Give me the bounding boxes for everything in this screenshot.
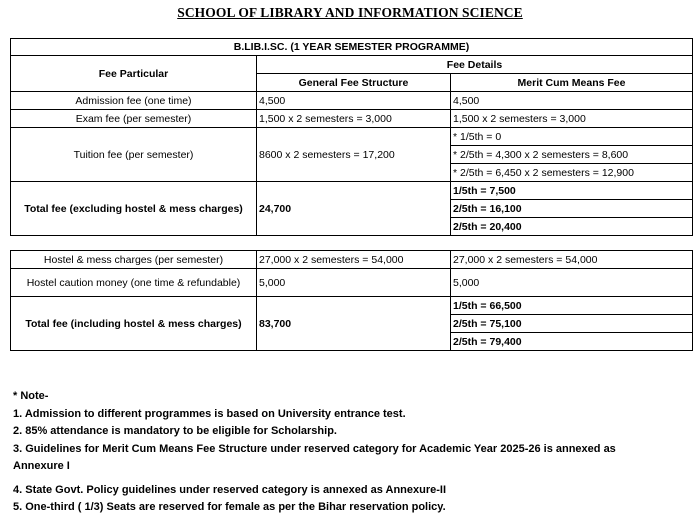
row-merit-line: * 1/5th = 0 <box>451 128 693 146</box>
row-general: 1,500 x 2 semesters = 3,000 <box>257 110 451 128</box>
row-general: 4,500 <box>257 92 451 110</box>
row-particular: Total fee (excluding hostel & mess charges) <box>11 182 257 236</box>
table-row <box>11 182 693 200</box>
row-merit-line: * 2/5th = 4,300 x 2 semesters = 8,600 <box>451 146 693 164</box>
table-row <box>11 110 693 128</box>
notes-section <box>13 388 616 517</box>
row-general: 83,700 <box>257 297 451 351</box>
notes-heading: * Note- <box>13 390 49 402</box>
fee-table-hostel <box>10 250 693 351</box>
row-particular: Admission fee (one time) <box>11 92 257 110</box>
row-merit-line: 2/5th = 16,100 <box>451 200 693 218</box>
page-title: SCHOOL OF LIBRARY AND INFORMATION SCIENCE <box>177 5 523 20</box>
row-general: 24,700 <box>257 182 451 236</box>
table-row <box>11 269 693 297</box>
note-item: 2. 85% attendance is mandatory to be eligible for Scholarship. <box>13 425 337 437</box>
row-merit-line: 2/5th = 20,400 <box>451 218 693 236</box>
table-row <box>11 128 693 146</box>
row-merit: 27,000 x 2 semesters = 54,000 <box>451 251 693 269</box>
row-merit: 4,500 <box>451 92 693 110</box>
row-general: 27,000 x 2 semesters = 54,000 <box>257 251 451 269</box>
col-general-fee: General Fee Structure <box>257 74 451 92</box>
note-item: 5. One-third ( 1/3) Seats are reserved for female as per the Bihar reservation policy. <box>13 501 446 513</box>
row-merit: 5,000 <box>451 269 693 297</box>
table-row <box>11 251 693 269</box>
note-item: Annexure I <box>13 460 70 472</box>
col-fee-details: Fee Details <box>257 56 693 74</box>
programme-heading: B.LIB.I.SC. (1 YEAR SEMESTER PROGRAMME) <box>11 39 693 56</box>
table-row <box>11 92 693 110</box>
col-fee-particular: Fee Particular <box>11 56 257 92</box>
row-particular: Total fee (including hostel & mess charges) <box>11 297 257 351</box>
row-particular: Hostel & mess charges (per semester) <box>11 251 257 269</box>
note-item: 4. State Govt. Policy guidelines under reserved category is annexed as Annexure-II <box>13 483 447 496</box>
row-merit-line: 2/5th = 79,400 <box>451 333 693 351</box>
row-merit-line: * 2/5th = 6,450 x 2 semesters = 12,900 <box>451 164 693 182</box>
row-general: 5,000 <box>257 269 451 297</box>
row-particular: Exam fee (per semester) <box>11 110 257 128</box>
row-merit-line: 1/5th = 7,500 <box>451 182 693 200</box>
note-item: 3. Guidelines for Merit Cum Means Fee Structure under reserved category for Academic Year 2025-26 is annexed as <box>13 442 616 455</box>
row-particular: Hostel caution money (one time & refundable) <box>11 269 257 297</box>
note-item: 1. Admission to different programmes is based on University entrance test. <box>13 407 406 420</box>
col-merit-fee: Merit Cum Means Fee <box>451 74 693 92</box>
row-particular: Tuition fee (per semester) <box>11 128 257 182</box>
row-general: 8600 x 2 semesters = 17,200 <box>257 128 451 182</box>
row-merit-line: 1/5th = 66,500 <box>451 297 693 315</box>
fee-table-academic <box>10 38 693 236</box>
row-merit: 1,500 x 2 semesters = 3,000 <box>451 110 693 128</box>
row-merit-line: 2/5th = 75,100 <box>451 315 693 333</box>
table-row <box>11 297 693 315</box>
